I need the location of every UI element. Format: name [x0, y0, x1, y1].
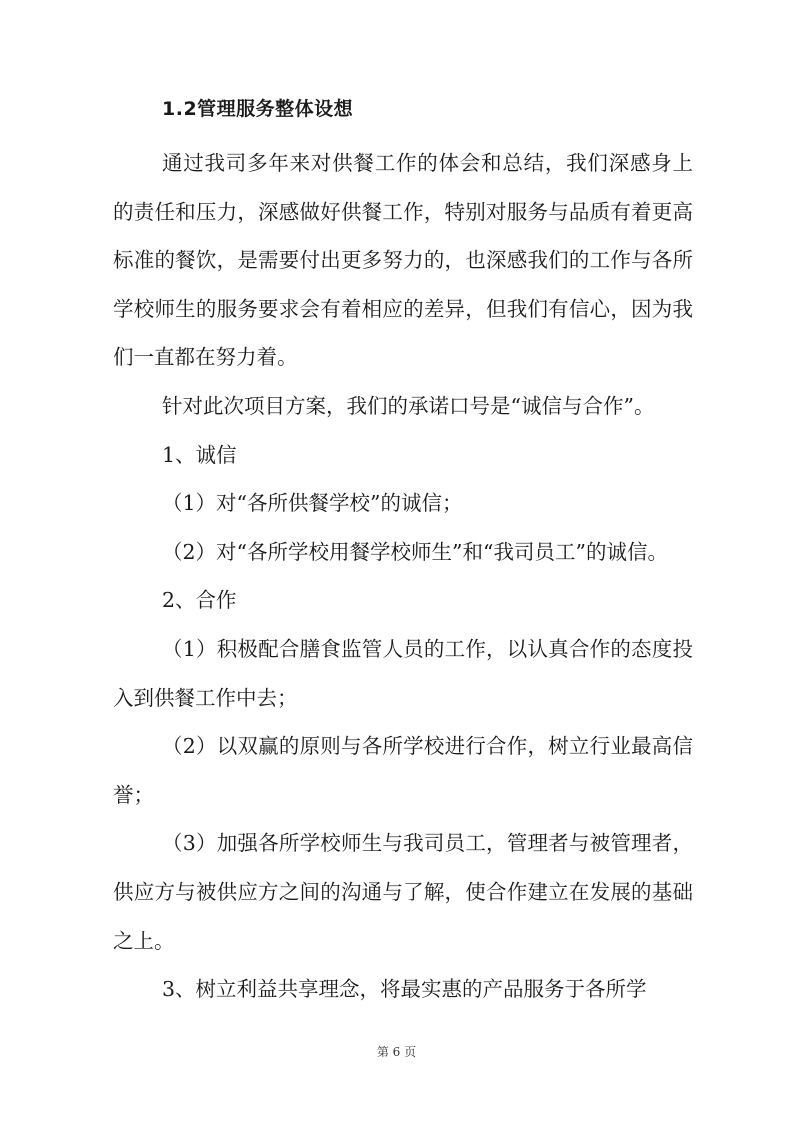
list-heading-cooperation: 2、合作 — [162, 588, 237, 613]
list-heading-benefit-sharing: 3、树立利益共享理念，将最实惠的产品服务于各所学 — [162, 977, 647, 1002]
paragraph-slogan: 针对此次项目方案，我们的承诺口号是“诚信与合作”。 — [162, 393, 655, 418]
list-heading-integrity: 1、诚信 — [162, 442, 237, 467]
document-body — [113, 139, 693, 1014]
list-item-integrity-1: （1）对“各所供餐学校”的诚信； — [162, 491, 463, 516]
list-item-integrity-2: （2）对“各所学校用餐学校师生”和“我司员工”的诚信。 — [162, 539, 668, 564]
section-heading: 1.2管理服务整体设想 — [162, 98, 354, 120]
list-item-cooperation-3: （3）加强各所学校师生与我司员工，管理者与被管理者，供应方与被供应方之间的沟通与了解，使合作建立在发展的基础之上。 — [113, 831, 693, 953]
paragraph-intro: 通过我司多年来对供餐工作的体会和总结，我们深感身上的责任和压力，深感做好供餐工作，特别对服务与品质有着更高标准的餐饮，是需要付出更多努力的，也深感我们的工作与各所学校师生的服务要求会有着相应的差异，但我们有信心，因为我们一直都在努力着。 — [113, 151, 693, 370]
list-item-cooperation-1: （1）积极配合膳食监管人员的工作，以认真合作的态度投入到供餐工作中去； — [113, 636, 693, 710]
list-item-cooperation-2: （2）以双赢的原则与各所学校进行合作，树立行业最高信誉； — [113, 734, 693, 807]
page-number: 第 6 页 — [376, 1045, 417, 1059]
